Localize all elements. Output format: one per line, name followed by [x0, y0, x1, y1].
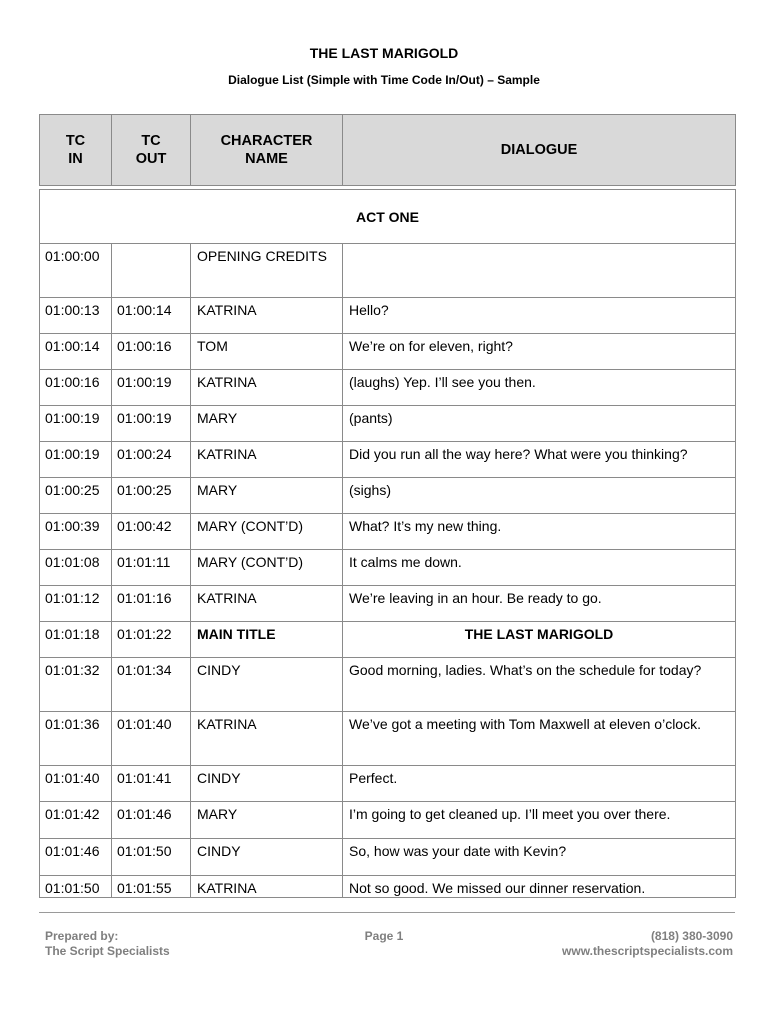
tc-out-cell: 01:01:34: [112, 658, 191, 712]
dialogue-cell: (sighs): [343, 478, 736, 514]
table-row: [40, 802, 736, 839]
document-title: THE LAST MARIGOLD: [309, 45, 459, 61]
tc-in-cell: 01:01:50: [40, 876, 112, 898]
tc-in-cell: 01:00:19: [40, 442, 112, 478]
character-cell: KATRINA: [191, 586, 343, 622]
tc-in-cell: 01:00:39: [40, 514, 112, 550]
dialogue-cell: Not so good. We missed our dinner reservation.: [343, 876, 736, 898]
section-heading: ACT ONE: [40, 190, 736, 244]
footer-divider: [39, 912, 735, 913]
dialogue-cell: It calms me down.: [343, 550, 736, 586]
tc-in-cell: 01:00:14: [40, 334, 112, 370]
character-cell: MARY: [191, 478, 343, 514]
table-row: [40, 298, 736, 334]
dialogue-cell: Hello?: [343, 298, 736, 334]
character-cell: MARY: [191, 406, 343, 442]
table-row: [40, 839, 736, 876]
table-row: [40, 712, 736, 766]
character-cell: CINDY: [191, 766, 343, 802]
character-cell: KATRINA: [191, 712, 343, 766]
table-row: [40, 406, 736, 442]
table-row: [40, 442, 736, 478]
tc-out-cell: [112, 244, 191, 298]
tc-out-cell: 01:00:25: [112, 478, 191, 514]
dialogue-cell: (pants): [343, 406, 736, 442]
character-cell: KATRINA: [191, 442, 343, 478]
dialogue-cell: We’re leaving in an hour. Be ready to go.: [343, 586, 736, 622]
tc-in-cell: 01:01:18: [40, 622, 112, 658]
tc-out-cell: 01:00:16: [112, 334, 191, 370]
footer-page-number: Page 1: [364, 929, 404, 943]
tc-in-cell: 01:01:36: [40, 712, 112, 766]
tc-in-cell: 01:01:12: [40, 586, 112, 622]
tc-in-cell: 01:00:16: [40, 370, 112, 406]
tc-out-cell: 01:01:16: [112, 586, 191, 622]
tc-in-cell: 01:01:32: [40, 658, 112, 712]
table-row: [40, 514, 736, 550]
tc-out-cell: 01:00:24: [112, 442, 191, 478]
character-cell: KATRINA: [191, 876, 343, 898]
table-row: [40, 478, 736, 514]
character-cell: MARY: [191, 802, 343, 839]
table-row: [40, 244, 736, 298]
footer-website: www.thescriptspecialists.com: [562, 944, 733, 958]
table-row: [40, 766, 736, 802]
footer-contact: [562, 929, 733, 959]
character-cell: CINDY: [191, 658, 343, 712]
dialogue-table: [39, 189, 736, 898]
dialogue-cell: THE LAST MARIGOLD: [343, 622, 736, 658]
character-cell: MARY (CONT’D): [191, 514, 343, 550]
header-tc-in: TC IN: [40, 115, 112, 186]
table-row: [40, 876, 736, 898]
character-cell: KATRINA: [191, 370, 343, 406]
table-row: [40, 370, 736, 406]
table-row: [40, 334, 736, 370]
tc-out-cell: 01:01:46: [112, 802, 191, 839]
tc-in-cell: 01:01:40: [40, 766, 112, 802]
tc-in-cell: 01:01:46: [40, 839, 112, 876]
character-cell: TOM: [191, 334, 343, 370]
tc-out-cell: 01:01:55: [112, 876, 191, 898]
tc-out-cell: 01:00:19: [112, 370, 191, 406]
tc-in-cell: 01:00:13: [40, 298, 112, 334]
header-dialogue: DIALOGUE: [343, 115, 736, 186]
character-cell: KATRINA: [191, 298, 343, 334]
column-header-table: [39, 114, 736, 186]
tc-in-cell: 01:00:19: [40, 406, 112, 442]
dialogue-cell: Good morning, ladies. What’s on the schedule for today?: [343, 658, 736, 712]
header-tc-out: TC OUT: [112, 115, 191, 186]
tc-out-cell: 01:01:41: [112, 766, 191, 802]
tc-out-cell: 01:01:40: [112, 712, 191, 766]
tc-in-cell: 01:00:00: [40, 244, 112, 298]
footer-phone: (818) 380-3090: [650, 929, 733, 943]
character-cell: MARY (CONT’D): [191, 550, 343, 586]
dialogue-cell: Did you run all the way here? What were you thinking?: [343, 442, 736, 478]
table-row: [40, 586, 736, 622]
tc-out-cell: 01:00:19: [112, 406, 191, 442]
tc-in-cell: 01:01:08: [40, 550, 112, 586]
character-cell: OPENING CREDITS: [191, 244, 343, 298]
tc-in-cell: 01:01:42: [40, 802, 112, 839]
header-character-name: CHARACTER NAME: [191, 115, 343, 186]
dialogue-cell: Perfect.: [343, 766, 736, 802]
table-row: [40, 622, 736, 658]
character-cell: MAIN TITLE: [191, 622, 343, 658]
footer-prepared-by: Prepared by: The Script Specialists: [45, 929, 170, 958]
dialogue-cell: I’m going to get cleaned up. I’ll meet you over there.: [343, 802, 736, 839]
dialogue-cell: (laughs) Yep. I’ll see you then.: [343, 370, 736, 406]
table-row: [40, 550, 736, 586]
document-subtitle: Dialogue List (Simple with Time Code In/Out) – Sample: [228, 73, 540, 87]
tc-in-cell: 01:00:25: [40, 478, 112, 514]
dialogue-cell: We’re on for eleven, right?: [343, 334, 736, 370]
dialogue-cell: What? It’s my new thing.: [343, 514, 736, 550]
tc-out-cell: 01:01:11: [112, 550, 191, 586]
dialogue-cell: [343, 244, 736, 298]
tc-out-cell: 01:00:42: [112, 514, 191, 550]
tc-out-cell: 01:00:14: [112, 298, 191, 334]
table-row: [40, 658, 736, 712]
dialogue-cell: We’ve got a meeting with Tom Maxwell at eleven o’clock.: [343, 712, 736, 766]
character-cell: CINDY: [191, 839, 343, 876]
tc-out-cell: 01:01:22: [112, 622, 191, 658]
dialogue-cell: So, how was your date with Kevin?: [343, 839, 736, 876]
tc-out-cell: 01:01:50: [112, 839, 191, 876]
